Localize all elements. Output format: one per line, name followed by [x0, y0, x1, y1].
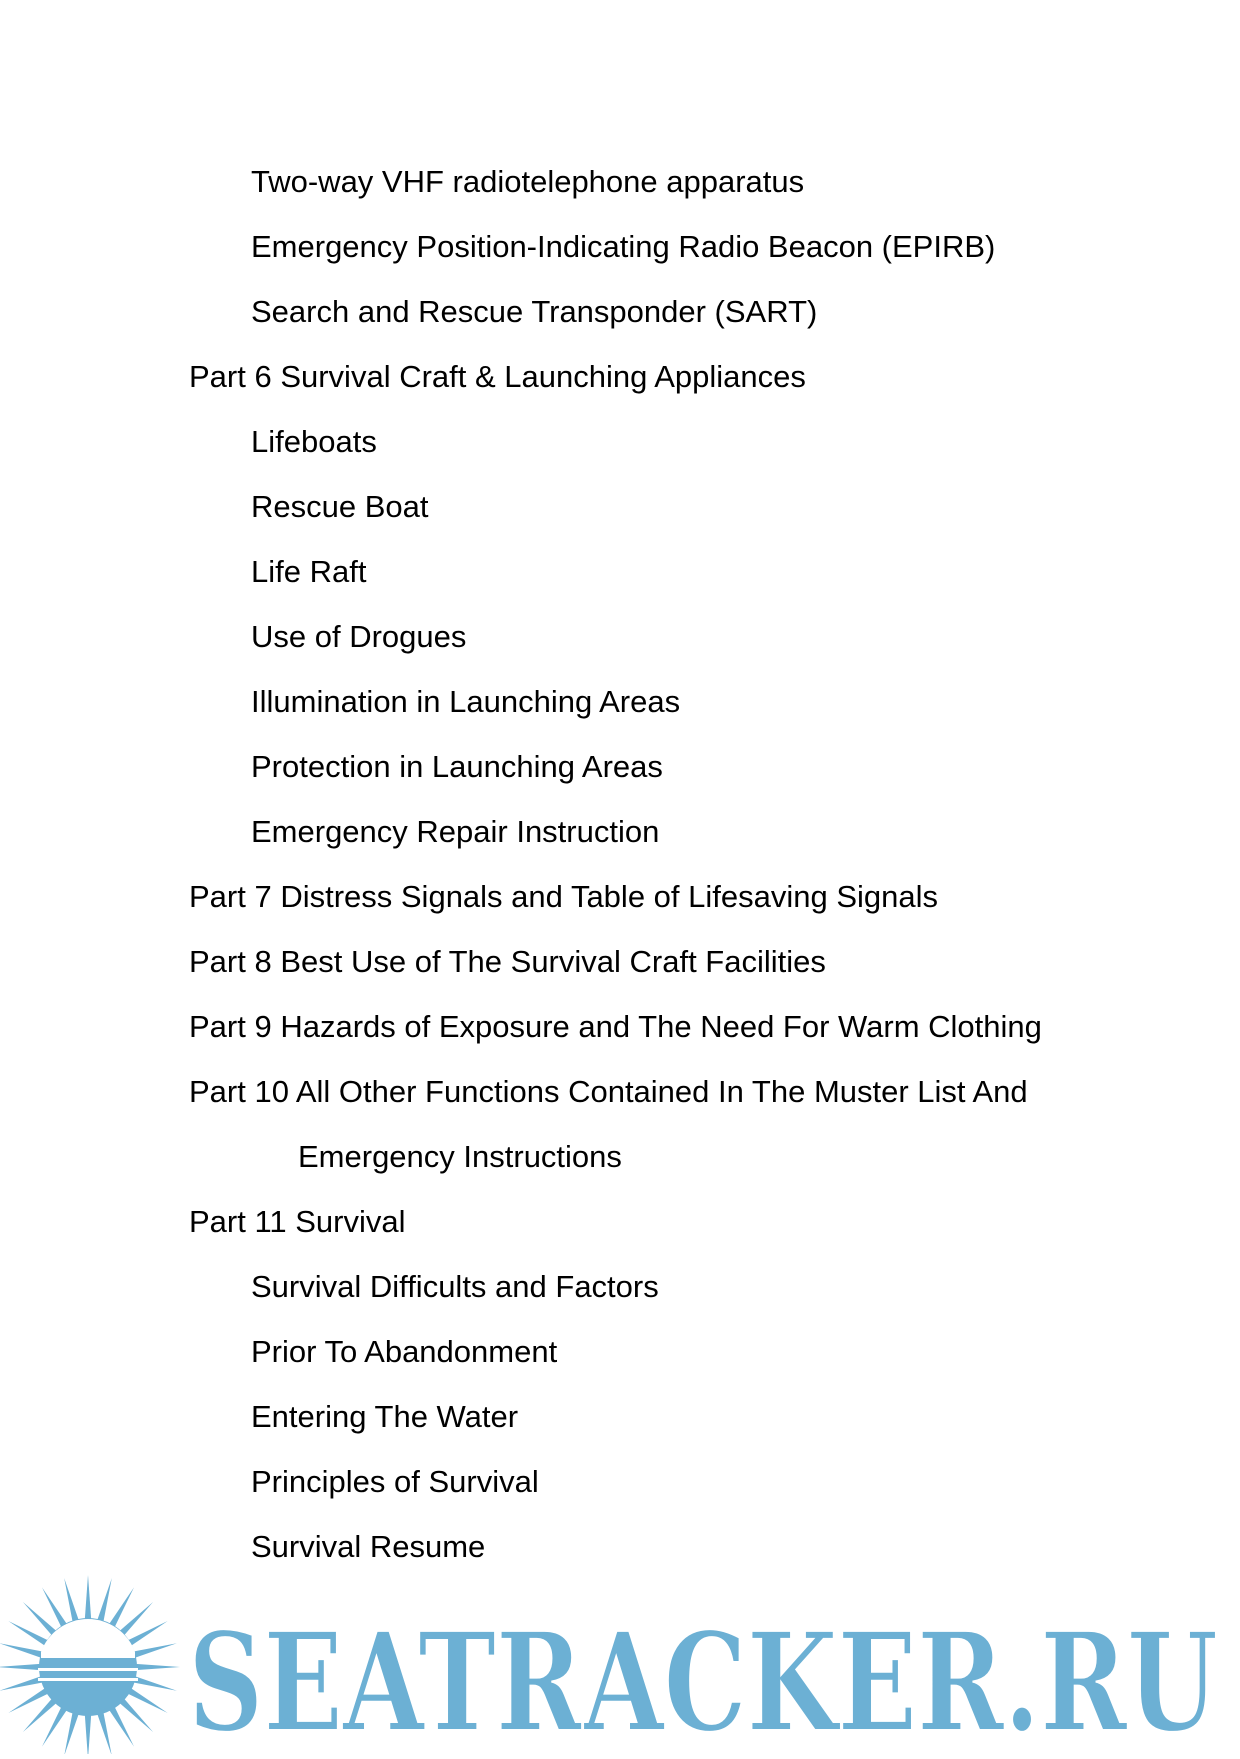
- toc-part-heading: Part 7 Distress Signals and Table of Lifesaving Signals: [189, 879, 939, 914]
- toc-line-continuation: Emergency Instructions: [298, 1139, 622, 1174]
- sun-ray: [0, 1676, 45, 1691]
- toc-part-heading: Part 11 Survival: [189, 1204, 406, 1239]
- sun-ray: [64, 1710, 79, 1754]
- toc-line: Search and Rescue Transponder (SART): [251, 294, 818, 329]
- toc-line: Two-way VHF radiotelephone apparatus: [251, 164, 805, 199]
- sun-ray: [85, 1575, 92, 1621]
- toc-line: Emergency Position-Indicating Radio Beacon (EPIRB): [251, 229, 996, 264]
- toc-line: Rescue Boat: [251, 489, 429, 524]
- sun-ray: [97, 1710, 112, 1754]
- toc-line: Survival Difficults and Factors: [251, 1269, 659, 1304]
- toc-part-heading: Part 9 Hazards of Exposure and The Need For Warm Clothing: [189, 1009, 1042, 1044]
- toc-line: Survival Resume: [251, 1529, 486, 1564]
- toc-part-heading: Part 10 All Other Functions Contained In The Muster List And: [189, 1074, 1028, 1109]
- toc-line: Protection in Launching Areas: [251, 749, 663, 784]
- toc-line: Illumination in Launching Areas: [251, 684, 681, 719]
- sun-ray: [0, 1643, 45, 1658]
- watermark-logo: [0, 1572, 1240, 1754]
- sun-ray: [85, 1713, 92, 1754]
- sun-ray: [134, 1664, 180, 1671]
- toc-part-heading: Part 8 Best Use of The Survival Craft Facilities: [189, 944, 826, 979]
- sun-ray: [131, 1676, 176, 1691]
- toc-line: Prior To Abandonment: [251, 1334, 558, 1369]
- sun-ray: [131, 1643, 176, 1658]
- watermark-text: SEATRACKER.RU: [188, 1603, 1218, 1754]
- toc-line: Principles of Survival: [251, 1464, 539, 1499]
- toc-line: Use of Drogues: [251, 619, 467, 654]
- toc-line: Entering The Water: [251, 1399, 519, 1434]
- toc-line: Emergency Repair Instruction: [251, 814, 660, 849]
- toc-line: Life Raft: [251, 554, 367, 589]
- sun-ray: [64, 1578, 79, 1623]
- watermark-svg: [0, 1572, 1240, 1754]
- sun-over-sea-icon: [0, 1575, 180, 1754]
- sun-ray: [0, 1664, 42, 1671]
- toc-part-heading: Part 6 Survival Craft & Launching Appliances: [189, 359, 806, 394]
- sun-ray: [97, 1578, 112, 1623]
- toc-line: Lifeboats: [251, 424, 377, 459]
